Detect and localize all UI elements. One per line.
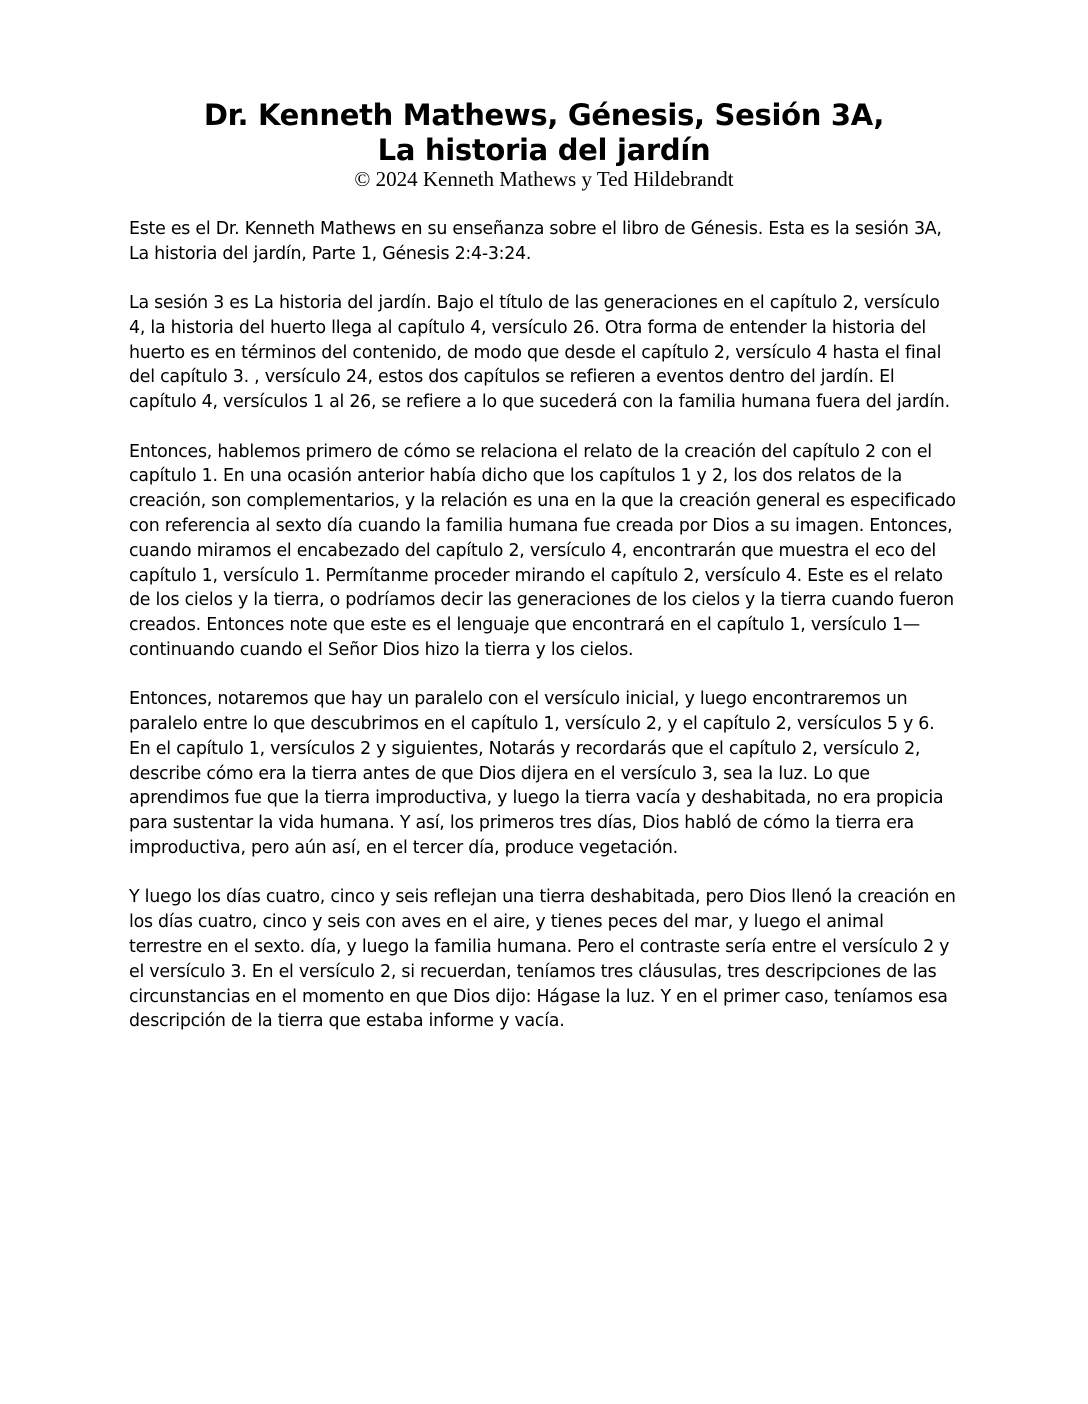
document-body <box>129 217 959 1059</box>
paragraph: Entonces, notaremos que hay un paralelo con el versículo inicial, y luego encontraremos un paralelo entre lo que descubrimos en el capítulo 1, versículo 2, y el capítulo 2, versículos 5 y 6. En el capítulo 1, versículos 2 y siguientes, Notarás y recordarás que el capítulo 2, versículo 2, describe cómo era la tierra antes de que Dios dijera en el versículo 3, sea la luz. Lo que aprendimos fue que la tierra improductiva, y luego la tierra vacía y deshabitada, no era propicia para sustentar la vida humana. Y así, los primeros tres días, Dios habló de cómo la tierra era improductiva, pero aún así, en el tercer día, produce vegetación. <box>129 689 944 859</box>
copyright-notice: © 2024 Kenneth Mathews y Ted Hildebrandt <box>354 167 734 191</box>
document-title-line-1: Dr. Kenneth Mathews, Génesis, Sesión 3A, <box>203 98 885 132</box>
paragraph: Este es el Dr. Kenneth Mathews en su enseñanza sobre el libro de Génesis. Esta es la sesión 3A, La historia del jardín, Parte 1, Génesis 2:4-3:24. <box>129 219 942 264</box>
paragraph: Y luego los días cuatro, cinco y seis reflejan una tierra deshabitada, pero Dios llenó la creación en los días cuatro, cinco y seis con aves en el aire, y tienes peces del mar, y luego el animal terrestre en el sexto. día, y luego la familia humana. Pero el contraste sería entre el versículo 2 y el versículo 3. En el versículo 2, si recuerdan, teníamos tres cláusulas, tres descripciones de las circunstancias en el momento en que Dios dijo: Hágase la luz. Y en el primer caso, teníamos esa descripción de la tierra que estaba informe y vacía. <box>129 887 956 1032</box>
paragraph: Entonces, hablemos primero de cómo se relaciona el relato de la creación del capítulo 2 con el capítulo 1. En una ocasión anterior había dicho que los capítulos 1 y 2, los dos relatos de la creación, son complementarios, y la relación es una en la que la creación general es especificado con referencia al sexto día cuando la familia humana fue creada por Dios a su imagen. Entonces, cuando miramos el encabezado del capítulo 2, versículo 4, encontrarán que muestra el eco del capítulo 1, versículo 1. Permítanme proceder mirando el capítulo 2, versículo 4. Este es el relato de los cielos y la tierra, o podríamos decir las generaciones de los cielos y la tierra cuando fueron creados. Entonces note que este es el lenguaje que encontrará en el capítulo 1, versículo 1—continuando cuando el Señor Dios hizo la tierra y los cielos. <box>129 441 956 660</box>
document-title-line-2: La historia del jardín <box>377 133 711 167</box>
paragraph: La sesión 3 es La historia del jardín. Bajo el título de las generaciones en el capítulo 2, versículo 4, la historia del huerto llega al capítulo 4, versículo 26. Otra forma de entender la historia del huerto es en términos del contenido, de modo que desde el capítulo 2, versículo 4 hasta el final del capítulo 3. , versículo 24, estos dos capítulos se refieren a eventos dentro del jardín. El capítulo 4, versículos 1 al 26, se refiere a lo que sucederá con la familia humana fuera del jardín. <box>129 293 950 413</box>
